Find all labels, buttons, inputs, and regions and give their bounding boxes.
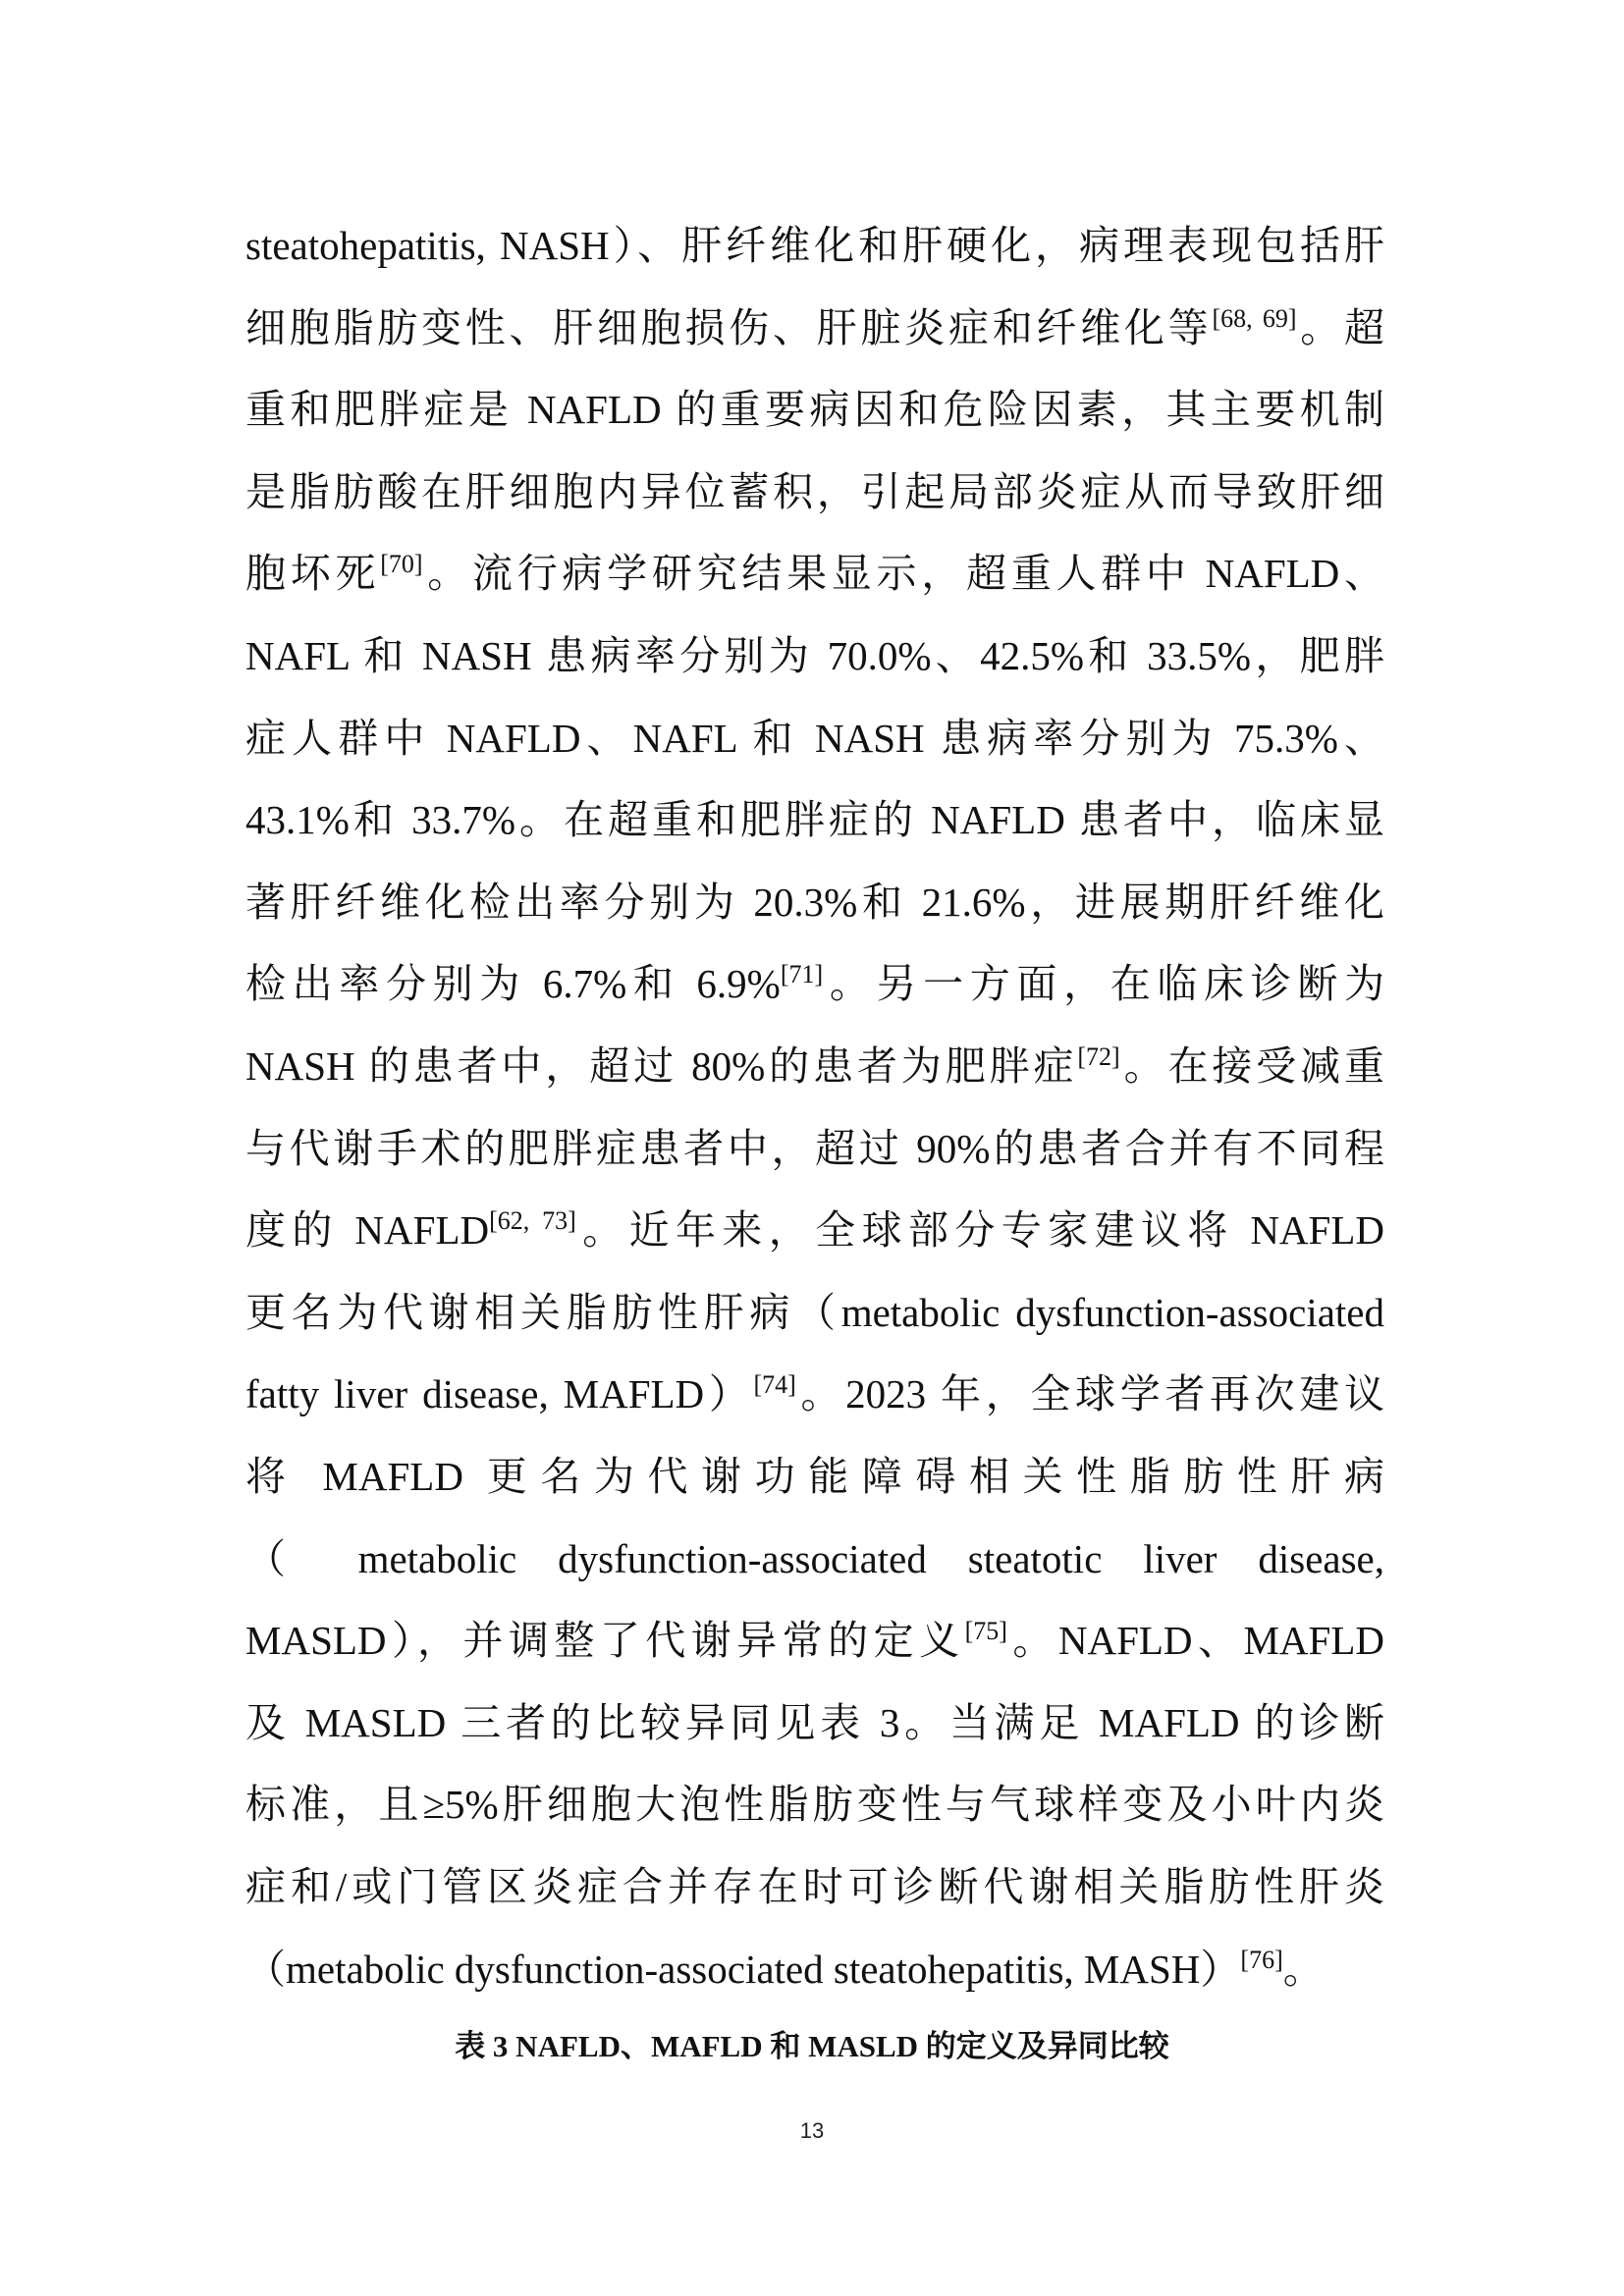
text-segment: （ metabolic dysfunction-associated steatotic liver disease,: [245, 1535, 1384, 1581]
citation-ref: [68, 69]: [1212, 303, 1297, 333]
citation-ref: [76]: [1240, 1945, 1283, 1974]
text-segment: 胞坏死: [245, 551, 381, 597]
text-line: [245, 778, 1384, 861]
citation-ref: [74]: [753, 1370, 796, 1400]
text-line: [245, 1107, 1384, 1190]
citation-ref: [72]: [1077, 1042, 1120, 1071]
text-line: [245, 532, 1384, 614]
citation-ref: [75]: [964, 1617, 1007, 1646]
text-line: [245, 451, 1384, 533]
text-segment: 更名为代谢相关脂肪性肝病（metabolic dysfunction-associated: [245, 1289, 1384, 1335]
text-segment: 重和肥胖症是 NAFLD 的重要病因和危险因素，其主要机制: [245, 387, 1384, 433]
text-segment: 检出率分别为 6.7%和 6.9%: [245, 961, 781, 1007]
text-line: [245, 1845, 1384, 1928]
text-segment: 。NAFLD、MAFLD: [1006, 1618, 1384, 1664]
text-line: [245, 1025, 1384, 1107]
text-segment: 度的 NAFLD: [245, 1207, 490, 1254]
text-segment: 。2023 年，全球学者再次建议: [795, 1371, 1384, 1417]
text-segment: NAFL 和 NASH 患病率分别为 70.0%、42.5%和 33.5%，肥胖: [245, 633, 1384, 678]
text-line: [245, 697, 1384, 779]
text-line: [245, 368, 1384, 451]
text-segment: 细胞脂肪变性、肝细胞损伤、肝脏炎症和纤维化等: [245, 304, 1213, 350]
text-line: [245, 287, 1384, 369]
text-segment: （metabolic dysfunction-associated steatohepatitis, MASH）: [245, 1946, 1241, 1992]
text-segment: 症和/或门管区炎症合并存在时可诊断代谢相关脂肪性肝炎: [245, 1864, 1384, 1909]
page-number: 13: [799, 2118, 825, 2143]
text-segment: 将 MAFLD 更名为代谢功能障碍相关性脂肪性肝病: [245, 1454, 1384, 1499]
text-segment: 标准，且≥5%肝细胞大泡性脂肪变性与气球样变及小叶内炎: [245, 1782, 1384, 1828]
text-line: [245, 1599, 1384, 1682]
text-segment: fatty liver disease, MAFLD）: [245, 1371, 754, 1417]
text-segment: NASH 的患者中，超过 80%的患者为肥胖症: [245, 1043, 1078, 1089]
text-segment: 。超: [1296, 304, 1384, 350]
text-line: [245, 861, 1384, 943]
text-line: [245, 942, 1384, 1025]
text-line: [245, 1353, 1384, 1435]
text-segment: 。流行病学研究结果显示，超重人群中 NAFLD、: [422, 551, 1384, 597]
citation-ref: [71]: [780, 960, 824, 989]
text-segment: 著肝纤维化检出率分别为 20.3%和 21.6%，进展期肝纤维化: [245, 879, 1384, 925]
text-segment: 是脂肪酸在肝细胞内异位蓄积，引起局部炎症从而导致肝细: [245, 468, 1384, 514]
text-segment: 。另一方面，在临床诊断为: [823, 961, 1384, 1007]
text-line: [245, 204, 1384, 287]
citation-ref: [70]: [380, 550, 423, 579]
text-line: [245, 1682, 1384, 1764]
table-caption: 表 3 NAFLD、MAFLD 和 MASLD 的定义及异同比较: [455, 2029, 1169, 2063]
text-segment: 43.1%和 33.7%。在超重和肥胖症的 NAFLD 患者中，临床显: [245, 797, 1384, 843]
text-line: [245, 1928, 1384, 2010]
text-line: [245, 1435, 1384, 1518]
text-segment: 及 MASLD 三者的比较异同见表 3。当满足 MAFLD 的诊断: [245, 1699, 1384, 1745]
text-segment: 。在接受减重: [1119, 1043, 1384, 1089]
text-segment: 与代谢手术的肥胖症患者中，超过 90%的患者合并有不同程: [245, 1125, 1384, 1171]
text-segment: steatohepatitis, NASH）、肝纤维化和肝硬化，病理表现包括肝: [245, 223, 1384, 268]
text-line: [245, 1518, 1384, 1600]
text-segment: 。近年来，全球部分专家建议将 NAFLD: [575, 1207, 1384, 1254]
text-segment: MASLD），并调整了代谢异常的定义: [245, 1618, 965, 1664]
text-segment: 。: [1282, 1946, 1324, 1992]
text-segment: 症人群中 NAFLD、NAFL 和 NASH 患病率分别为 75.3%、: [245, 715, 1384, 761]
text-line: [245, 614, 1384, 697]
text-line: [245, 1271, 1384, 1354]
citation-ref: [62, 73]: [489, 1206, 576, 1236]
text-line: [245, 1763, 1384, 1845]
text-line: [245, 1189, 1384, 1271]
